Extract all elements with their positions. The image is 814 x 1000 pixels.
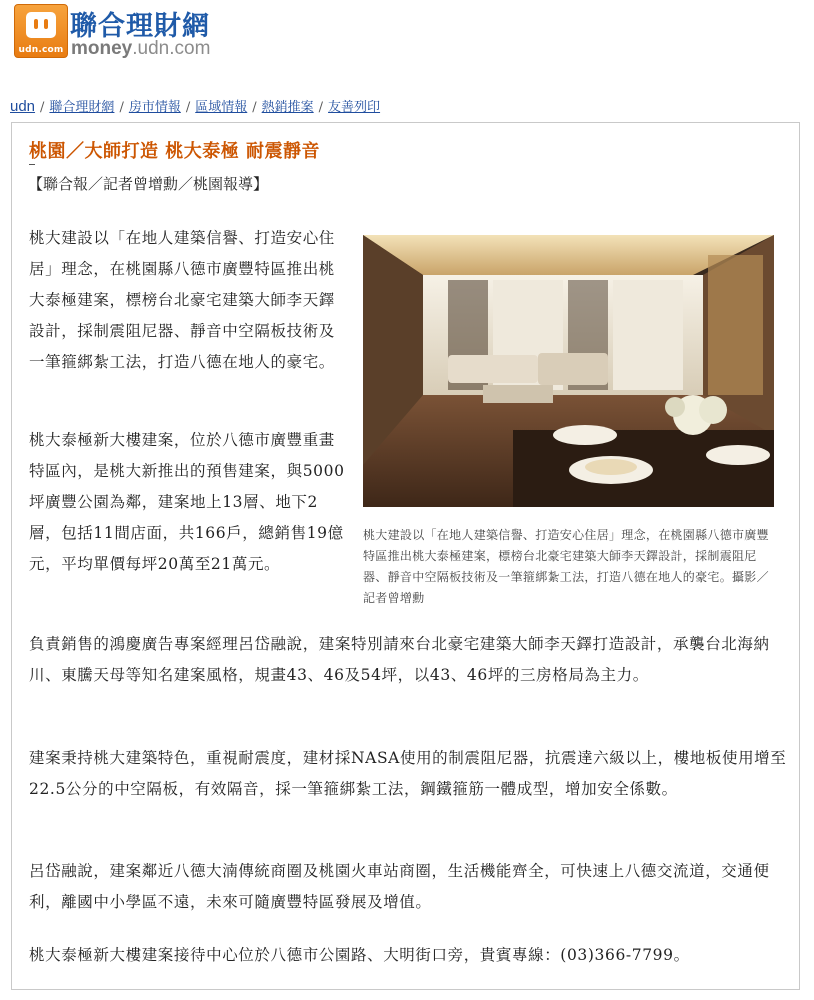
- logo-icon: [14, 4, 68, 58]
- article-paragraph: 負責銷售的鴻慶廣告專案經理呂岱融說，建案特別請來台北豪宅建築大師李天鐸打造設計，承襲台北海納川、東騰天母等知名建案風格，規畫43、46及54坪，以43、46坪的三房格局為主力。: [29, 635, 770, 684]
- article-paragraph: 桃大建設以「在地人建築信譽、打造安心住居」理念，在桃園縣八德市廣豐特區推出桃大泰極建案，標榜台北豪宅建築大師李天鐸設計，採制震阻尼器、靜音中空隔板技術及一筆箍綁紮工法，打造八德在地人的豪宅。: [29, 229, 335, 371]
- article-paragraph: 桃大泰極新大樓建案，位於八德市廣豐重畫特區內，是桃大新推出的預售建案，與5000坪廣豐公園為鄰，建案地上13層、地下2層，包括11間店面，共166戶，總銷售19億元，平均單價每坪20萬至21萬元。: [29, 431, 345, 573]
- article-box: [11, 122, 800, 990]
- article-paragraph: 桃大泰極新大樓建案接待中心位於八德市公園路、大明街口旁，貴賓專線：(03)366-7799。: [29, 946, 690, 964]
- living-room-photo: [363, 235, 774, 507]
- breadcrumb-link-udn[interactable]: udn: [10, 98, 36, 115]
- udn-money-logo[interactable]: [14, 4, 314, 62]
- logo-name-en: money.udn.com: [71, 38, 211, 59]
- photo-caption: 桃大建設以「在地人建築信譽、打造安心住居」理念，在桃園縣八德市廣豐特區推出桃大泰極建案，標榜台北豪宅建築大師李天鐸設計，採制震阻尼器、靜音中空隔板技術及一筆箍綁紮工法，打造八德在地人的豪宅。攝影／記者曾增勳: [363, 528, 769, 605]
- article-paragraph: 呂岱融說，建案鄰近八德大湳傳統商圈及桃園火車站商圈，生活機能齊全，可快速上八德交流道，交通便利，離國中小學區不遠，未來可隨廣豐特區發展及增值。: [29, 862, 770, 911]
- logo-name-zh: 聯合理財網: [70, 11, 210, 42]
- breadcrumb-link-housing[interactable]: 房市情報: [128, 100, 181, 115]
- breadcrumb-link-hot[interactable]: 熱銷推案: [261, 100, 314, 115]
- breadcrumb-link-money[interactable]: 聯合理財網: [49, 100, 115, 115]
- logo-tile-text: udn.com: [18, 45, 64, 55]
- article-paragraph: 建案秉持桃大建築特色，重視耐震度，建材採NASA使用的制震阻尼器，抗震達六級以上，樓地板使用增至22.5公分的中空隔板，有效隔音，採一筆箍綁紮工法，鋼鐵箍筋一體成型，增加安全係數。: [29, 749, 787, 798]
- divider: [29, 164, 35, 165]
- breadcrumb: udn / 聯合理財網 / 房市情報 / 區域情報 / 熱銷推案 / 友善列印: [10, 98, 381, 115]
- breadcrumb-link-region[interactable]: 區域情報: [195, 100, 248, 115]
- article-headline: 桃園／大師打造 桃大泰極 耐震靜音: [29, 141, 321, 162]
- article-byline: 【聯合報／記者曾增勳／桃園報導】: [28, 175, 269, 193]
- article-photo: [363, 235, 774, 507]
- print-friendly-link[interactable]: 友善列印: [328, 100, 381, 115]
